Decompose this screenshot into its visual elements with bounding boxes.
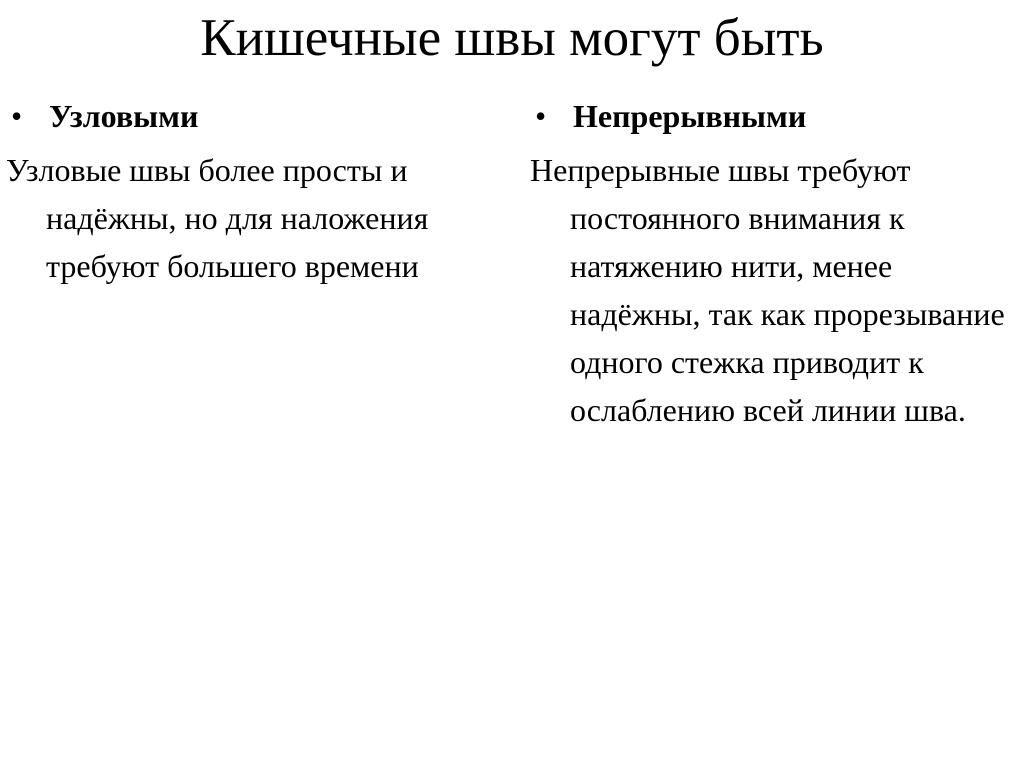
left-column [6,92,492,290]
bullet-icon: • [535,98,547,134]
right-column [530,92,1016,434]
left-bullet-label: Узловыми [49,98,199,134]
right-bullet-label: Непрерывными [573,98,807,134]
left-bullet-item [6,92,492,140]
left-body-text: Узловые швы более просты и надёжны, но для наложения требуют большего времени [6,152,429,284]
right-body-text: Непрерывные швы требуют постоянного внимания к натяжению нити, менее надёжны, так как прорезывание одного стежка приводит к ослаблению всей линии шва. [530,152,1005,428]
slide-title: Кишечные швы могут быть [200,9,824,67]
right-bullet-item [530,92,1016,140]
bullet-icon: • [11,98,23,134]
